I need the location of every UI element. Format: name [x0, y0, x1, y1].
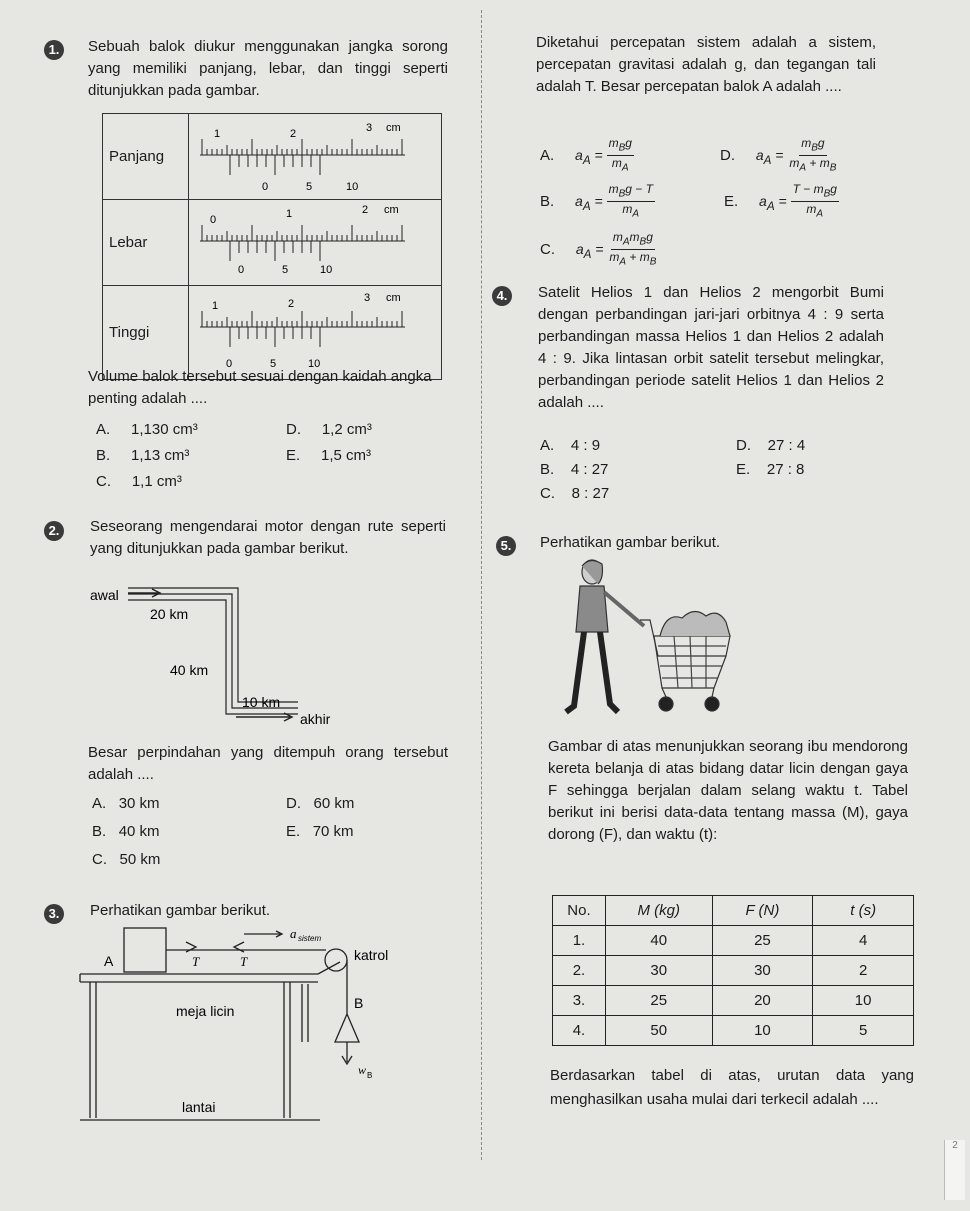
pulley-svg: [76, 922, 416, 1132]
table-cell: 5: [813, 1016, 914, 1046]
route-start-label: awal: [90, 587, 119, 603]
table-row: [553, 926, 914, 956]
table-label: meja licin: [176, 1003, 235, 1019]
data-table: [552, 895, 914, 1046]
q3-text2: Diketahui percepatan sistem adalah a sistem, percepatan gravitasi adalah g, dan tegangan tali adalah T. Besar percepatan balok A adalah ....: [536, 34, 876, 95]
vernier-label: 10: [346, 181, 359, 193]
q5-text: Perhatikan gambar berikut.: [540, 534, 721, 551]
vernier-row: [103, 200, 442, 286]
option-key: C.: [540, 485, 555, 502]
vernier-grid: [102, 113, 442, 380]
q5-number-wrap: [496, 536, 516, 556]
q3-text: Perhatikan gambar berikut.: [90, 902, 271, 919]
shopping-cart-illustration: [554, 556, 734, 731]
weight-sub: B: [367, 1071, 373, 1080]
q1-option-e: [286, 446, 371, 466]
vernier-scale-svg: [190, 115, 430, 193]
option-text: 1,13 cm³: [131, 447, 190, 464]
q3-option-e: E. $a_A$ = $\frac{T - m_Bg}{m_A}$: [724, 182, 837, 220]
q2-number-wrap: [44, 521, 64, 541]
q4-option-e: [736, 460, 804, 480]
table-cell: 25: [605, 986, 712, 1016]
table-cell: 20: [712, 986, 813, 1016]
q5-question: Berdasarkan tabel di atas, urutan data yang menghasilkan usaha mulai dari terkecil adalah ....: [550, 1067, 914, 1108]
option-key: B.: [92, 823, 107, 840]
vernier-label: 10: [320, 264, 333, 276]
option-text: 1,1 cm³: [131, 473, 182, 490]
option-key: E.: [286, 823, 301, 840]
start-arrow-icon: [128, 589, 160, 597]
floor-label: lantai: [182, 1099, 216, 1115]
vernier-label: 10: [308, 358, 321, 370]
table-header-cell: t (s): [813, 896, 914, 926]
pulley-diagram: [76, 922, 416, 1137]
option-text: 40 km: [118, 823, 160, 840]
pulley-label: katrol: [354, 947, 389, 963]
option-key: C.: [540, 240, 555, 258]
option-key: B.: [540, 192, 555, 210]
q5-description: Gambar di atas menunjukkan seorang ibu mendorong kereta belanja di atas bidang datar licin dengan gaya F sehingga berjalan dalam selang waktu t. Tabel berikut ini berisi data-data tentang massa (M), gaya dorong (F), dan waktu (t):: [548, 738, 908, 843]
route-end-label: akhir: [300, 711, 331, 727]
main-label: 2: [288, 298, 295, 310]
table-cell: 10: [712, 1016, 813, 1046]
main-label: 3: [366, 122, 373, 134]
vernier-row: [103, 114, 442, 200]
option-key: D.: [286, 795, 301, 812]
main-label: 0: [210, 214, 217, 226]
table-header-cell: No.: [553, 896, 606, 926]
main-unit: cm: [384, 204, 399, 216]
q1-option-b: [96, 446, 189, 466]
row-label: Lebar: [103, 200, 189, 286]
vernier-scale: [189, 114, 442, 200]
option-key: A.: [96, 421, 111, 438]
main-label: 2: [290, 128, 297, 140]
vernier-label: 5: [306, 181, 313, 193]
option-key: E.: [736, 461, 751, 478]
q4-option-d: [736, 436, 805, 456]
q2-question: Besar perpindahan yang ditempuh orang tersebut adalah ....: [88, 744, 448, 783]
main-label: 3: [364, 292, 371, 304]
option-text: 70 km: [312, 823, 354, 840]
option-text: 1,130 cm³: [131, 421, 198, 438]
q4-option-a: [540, 436, 600, 456]
table-header-cell: M (kg): [605, 896, 712, 926]
route-seg3-label: 10 km: [242, 694, 281, 710]
table-cell: 4: [813, 926, 914, 956]
row-label: Tinggi: [103, 286, 189, 380]
accel-sub: sistem: [298, 934, 322, 943]
option-key: A.: [540, 146, 555, 164]
option-text: 50 km: [119, 851, 161, 868]
table-cell: 1.: [553, 926, 606, 956]
table-cell: 25: [712, 926, 813, 956]
main-label: 1: [286, 208, 293, 220]
table-cell: 2: [813, 956, 914, 986]
q3-option-c: C. $a_A$ = $\frac{m_Am_Bg}{m_A + m_B}$: [540, 230, 657, 268]
q1-option-c: [96, 472, 182, 492]
block-b: [335, 1014, 359, 1042]
main-label: 2: [362, 204, 369, 216]
column-divider: [481, 10, 482, 1160]
table-header-cell: F (N): [712, 896, 813, 926]
table-cell: 3.: [553, 986, 606, 1016]
table-cell: 10: [813, 986, 914, 1016]
page-corner: 2: [944, 1140, 965, 1200]
option-text: 27 : 4: [767, 437, 806, 454]
table-row: [553, 1016, 914, 1046]
main-unit: cm: [386, 122, 401, 134]
table-row: [553, 956, 914, 986]
q2-option-c: [92, 850, 160, 870]
vernier-label: 5: [282, 264, 289, 276]
vernier-table: [102, 113, 442, 380]
option-text: 4 : 27: [570, 461, 609, 478]
route-diagram: [88, 580, 348, 735]
q1-option-a: [96, 420, 198, 440]
option-key: D.: [736, 437, 751, 454]
vernier-label: 0: [262, 181, 269, 193]
option-text: 1,5 cm³: [321, 447, 372, 464]
q4-option-c: [540, 484, 609, 504]
q5-number: 5.: [496, 536, 516, 556]
block-b-label: B: [354, 995, 364, 1011]
main-scale-ticks: [202, 225, 402, 261]
table-header-row: [553, 896, 914, 926]
woman-pushing-cart-icon: [554, 556, 734, 726]
option-key: B.: [96, 447, 111, 464]
q4-number-wrap: [492, 286, 512, 306]
q5-data-table: [552, 895, 914, 1046]
q1-number: 1.: [44, 40, 64, 60]
option-text: 4 : 9: [570, 437, 601, 454]
q3-option-b: B. $a_A$ = $\frac{m_Bg - T}{m_A}$: [540, 182, 653, 220]
q2-text: Seseorang mengendarai motor dengan rute seperti yang ditunjukkan pada gambar berikut.: [90, 518, 446, 557]
table-cell: 40: [605, 926, 712, 956]
tension-label-1: T: [192, 954, 200, 969]
q1-option-d: [286, 420, 372, 440]
block-a-label: A: [104, 953, 114, 969]
option-key: E.: [286, 447, 301, 464]
q2-option-b: [92, 822, 160, 842]
tension-label-2: T: [240, 954, 248, 969]
main-label: 1: [212, 300, 219, 312]
option-key: B.: [540, 461, 555, 478]
row-label: Panjang: [103, 114, 189, 200]
table-cell: 30: [712, 956, 813, 986]
vernier-label: 0: [238, 264, 245, 276]
main-label: 1: [214, 128, 221, 140]
option-key: C.: [96, 473, 111, 490]
q2-option-a: [92, 794, 160, 814]
q3-number: 3.: [44, 904, 64, 924]
accel-label: a: [290, 926, 297, 941]
main-scale-ticks: [202, 139, 402, 175]
q2-option-e: [286, 822, 354, 842]
table-cell: 4.: [553, 1016, 606, 1046]
option-key: A.: [92, 795, 107, 812]
option-text: 27 : 8: [766, 461, 805, 478]
table-cell: 50: [605, 1016, 712, 1046]
option-text: 1,2 cm³: [321, 421, 372, 438]
q4-option-b: [540, 460, 608, 480]
q4-number: 4.: [492, 286, 512, 306]
q2-option-d: [286, 794, 354, 814]
vernier-scale-svg: [190, 287, 430, 373]
vernier-scale: [189, 200, 442, 286]
route-svg: [88, 580, 348, 730]
table-cell: 2.: [553, 956, 606, 986]
q3-option-d: D. $a_A$ = $\frac{m_Bg}{m_A + m_B}$: [720, 136, 837, 174]
main-scale-ticks: [202, 311, 402, 347]
vernier-scale-svg: [190, 201, 430, 279]
table-cell: 30: [605, 956, 712, 986]
main-unit: cm: [386, 292, 401, 304]
weight-label: w: [358, 1063, 367, 1077]
q1-text: Sebuah balok diukur menggunakan jangka sorong yang memiliki panjang, lebar, dan tinggi seperti ditunjukkan pada gambar.: [88, 38, 448, 99]
vernier-label: 0: [226, 358, 233, 370]
option-text: 8 : 27: [571, 485, 610, 502]
q1-question: Volume balok tersebut sesuai dengan kaidah angka penting adalah ....: [88, 368, 432, 407]
table-row: [553, 986, 914, 1016]
q3-number-wrap: [44, 904, 64, 924]
option-text: 60 km: [313, 795, 355, 812]
option-key: C.: [92, 851, 107, 868]
option-text: 30 km: [118, 795, 160, 812]
route-seg2-label: 40 km: [170, 662, 209, 678]
vernier-label: 5: [270, 358, 277, 370]
q2-number: 2.: [44, 521, 64, 541]
option-key: A.: [540, 437, 555, 454]
q4-text: Satelit Helios 1 dan Helios 2 mengorbit Bumi dengan perbandingan jari-jari orbitnya 4 : 9 serta perbandingan massa Helios 1 dan Helios 2 adalah 4 : 9. Jika lintasan orbit satelit tersebut melingkar, perbandingan periode satelit Helios 1 dan Helios 2 adalah ....: [538, 284, 884, 411]
block-a: [124, 928, 166, 972]
option-key: D.: [286, 421, 301, 438]
option-key: E.: [724, 192, 739, 210]
q3-option-a: A. $a_A$ = $\frac{m_Bg}{m_A}$: [540, 136, 632, 174]
option-key: D.: [720, 146, 735, 164]
route-seg1-label: 20 km: [150, 606, 189, 622]
